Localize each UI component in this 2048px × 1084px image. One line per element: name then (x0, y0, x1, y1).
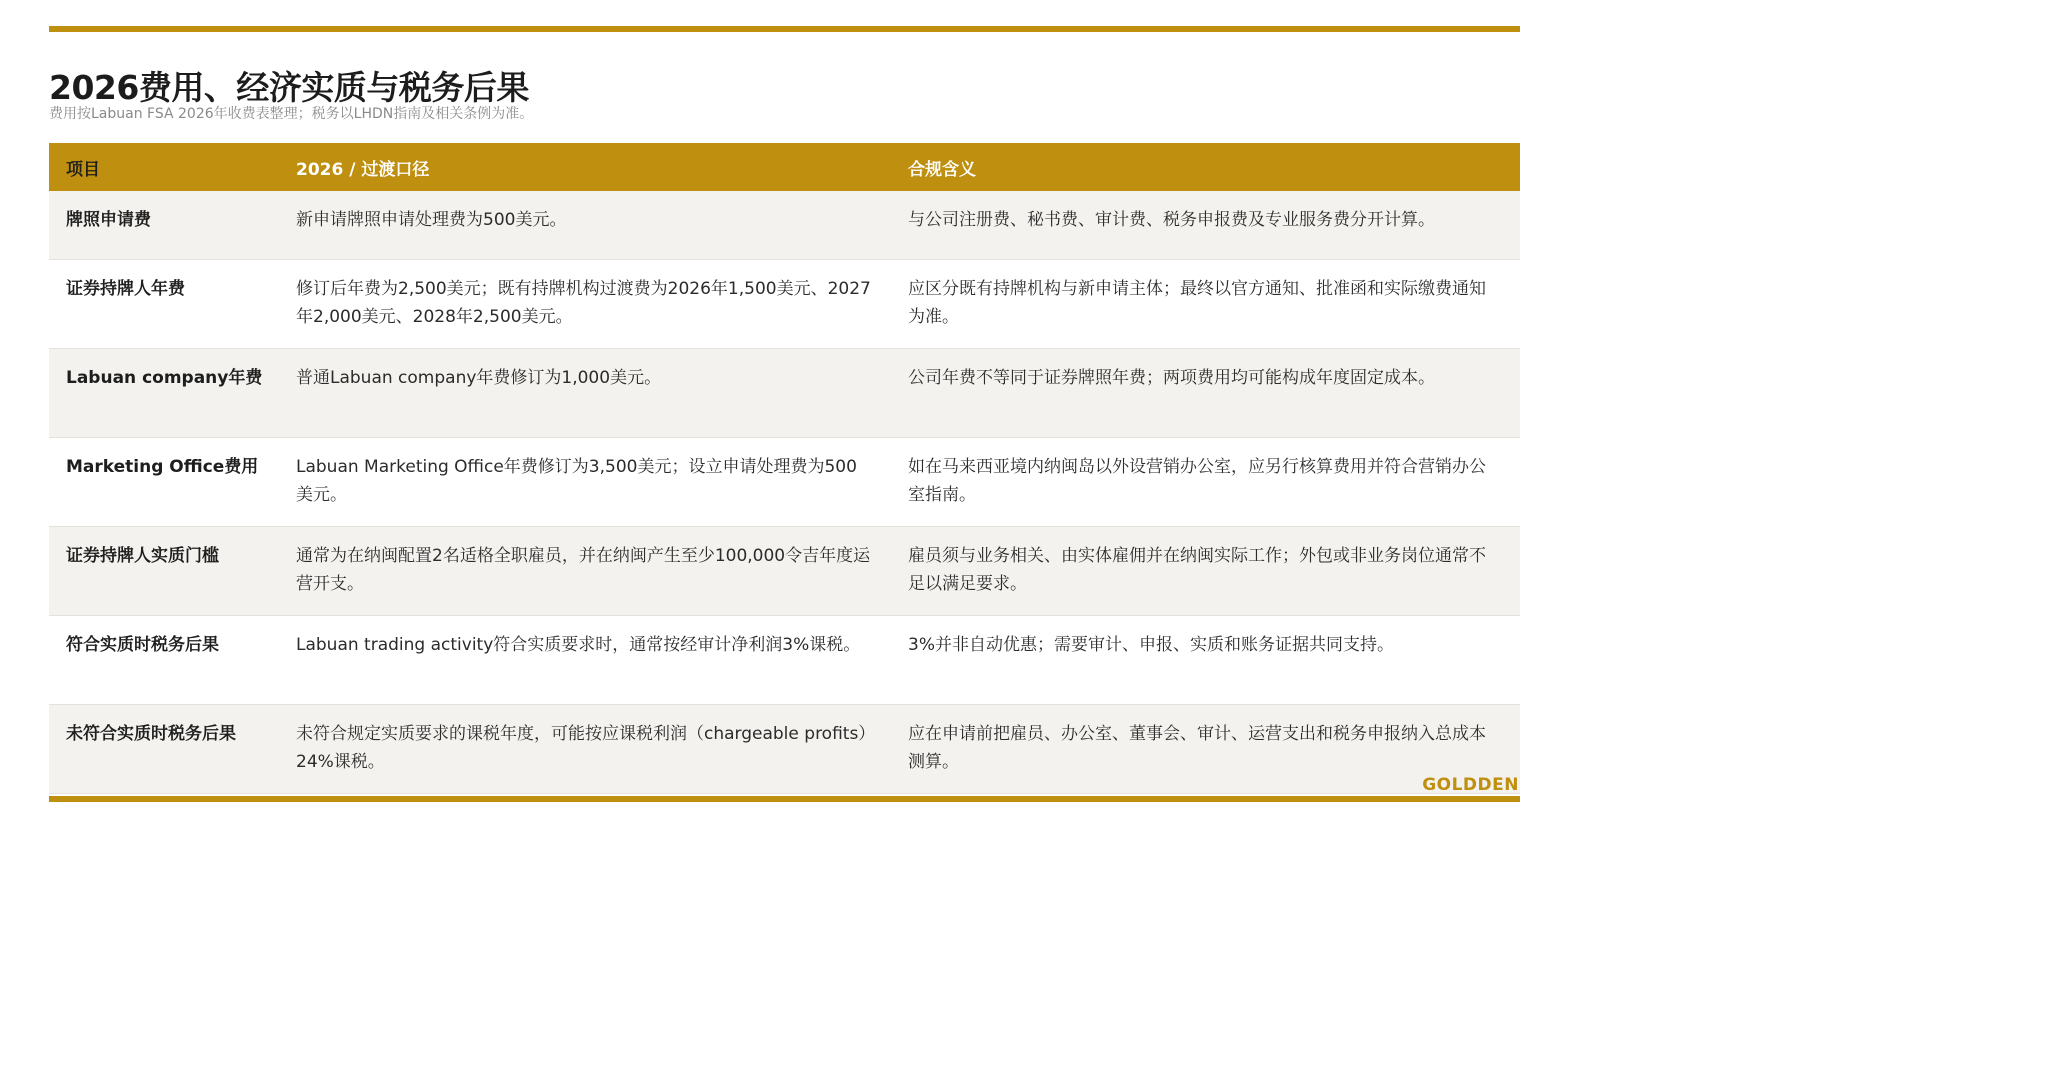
row-implication: 公司年费不等同于证券牌照年费；两项费用均可能构成年度固定成本。 (908, 368, 1435, 388)
table-row (49, 527, 1520, 616)
row-basis: 普通Labuan company年费修订为1,000美元。 (296, 368, 662, 388)
table-row (49, 191, 1520, 260)
table-row (49, 438, 1520, 527)
row-item: 符合实质时税务后果 (66, 635, 219, 655)
table-row (49, 705, 1520, 794)
top-accent-rule (49, 26, 1520, 32)
table-row (49, 616, 1520, 705)
page-title: 2026费用、经济实质与税务后果 (49, 68, 529, 107)
fee-tax-table (49, 143, 1520, 794)
row-implication: 应区分既有持牌机构与新申请主体；最终以官方通知、批准函和实际缴费通知为准。 (908, 279, 1486, 327)
column-header-item: 项目 (66, 160, 100, 180)
table-header-row (49, 143, 1520, 191)
table-row (49, 349, 1520, 438)
row-item: 牌照申请费 (66, 210, 151, 230)
row-basis: 通常为在纳闽配置2名适格全职雇员，并在纳闽产生至少100,000令吉年度运营开支。 (296, 546, 871, 594)
row-item: 未符合实质时税务后果 (66, 724, 236, 744)
row-item: Labuan company年费 (66, 368, 263, 388)
row-basis: 新申请牌照申请处理费为500美元。 (296, 210, 567, 230)
brand-wordmark: GOLDDEN (1422, 775, 1519, 795)
column-header-basis: 2026 / 过渡口径 (296, 160, 430, 180)
table-row (49, 260, 1520, 349)
row-basis: Labuan Marketing Office年费修订为3,500美元；设立申请处理费为500美元。 (296, 457, 857, 505)
row-item: 证券持牌人年费 (66, 279, 185, 299)
page-subtitle: 费用按Labuan FSA 2026年收费表整理；税务以LHDN指南及相关条例为准。 (49, 106, 534, 122)
row-implication: 应在申请前把雇员、办公室、董事会、审计、运营支出和税务申报纳入总成本测算。 (908, 724, 1486, 772)
row-implication: 如在马来西亚境内纳闽岛以外设营销办公室，应另行核算费用并符合营销办公室指南。 (908, 457, 1486, 505)
bottom-accent-rule (49, 796, 1520, 802)
row-implication: 与公司注册费、秘书费、审计费、税务申报费及专业服务费分开计算。 (908, 210, 1435, 230)
row-implication: 3%并非自动优惠；需要审计、申报、实质和账务证据共同支持。 (908, 635, 1394, 655)
row-item: Marketing Office费用 (66, 457, 259, 477)
row-basis: Labuan trading activity符合实质要求时，通常按经审计净利润3%课税。 (296, 635, 861, 655)
row-item: 证券持牌人实质门槛 (66, 546, 219, 566)
row-basis: 未符合规定实质要求的课税年度，可能按应课税利润（chargeable profits）24%课税。 (296, 724, 867, 772)
row-basis: 修订后年费为2,500美元；既有持牌机构过渡费为2026年1,500美元、2027年2,000美元、2028年2,500美元。 (296, 279, 871, 327)
row-implication: 雇员须与业务相关、由实体雇佣并在纳闽实际工作；外包或非业务岗位通常不足以满足要求。 (908, 546, 1486, 594)
column-header-implication: 合规含义 (908, 160, 976, 180)
